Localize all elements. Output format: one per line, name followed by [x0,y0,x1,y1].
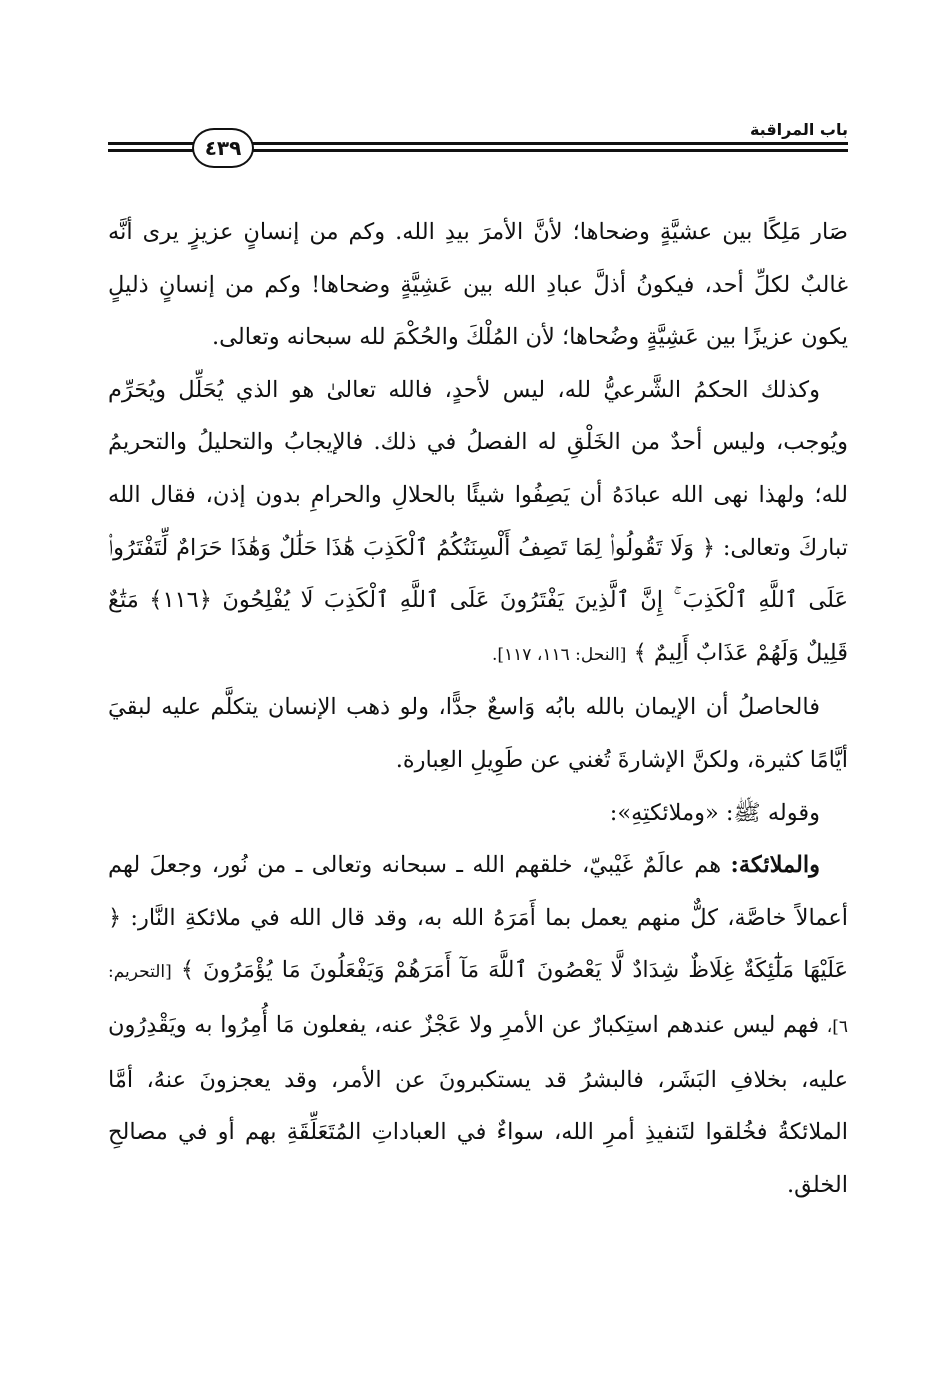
term-heading: والملائكة: [730,852,820,879]
paragraph-text: وكذلك الحكمُ الشَّرعيُّ لله، ليس لأحدٍ، فالله تعالىٰ هو الذي يُحَلِّل ويُحَرِّم ويُوجب، وليس أحدٌ من الخَلْقِ له الفصلُ في ذلك. فالإيجابُ والتحليلُ والتحريمُ لله؛ ولهذا نهى الله عبادَهُ أن يَصِفُوا شيئًا بالحلالِ والحرامِ بدون إذن، فقال الله تباركَ وتعالى: [108,376,849,561]
chapter-title: باب المراقبة [749,120,848,139]
paragraph [108,839,848,1211]
paragraph-text: فهم ليس عندهم استِكبارٌ عن الأمرِ ولا عَجْزٌ عنه، يفعلون مَا أُمِرُوا به ويَقْدِرُون عليه، بخلافِ البَشَر، فالبشرُ قد يستكبرونَ عن الأمر، وقد يعجزونَ عنهُ، أمَّا الملائكةُ فخُلقوا لتَنفيذِ أمرِ الله، سواءٌ في العباداتِ المُتَعَلِّقَةِ بهم أو في مصالحِ الخلق. [108,1011,848,1198]
paragraph: فالحاصلُ أن الإيمان بالله بابُه وَاسعٌ جدًّا، ولو ذهب الإنسان يتكلَّم عليه لبقيَ أيَّامًا كثيرة، ولكنَّ الإشارةَ تُغني عن طَوِيلِ العِبارة. [108,694,848,773]
page-number: ٤٣٩ [192,128,254,168]
paragraph [108,364,848,682]
quran-verse: ﴿ عَلَيْهَا مَلَٰٓئِكَةٌ غِلَاظٌ شِدَادٌ لَّا يَعْصُونَ ٱللَّهَ مَآ أَمَرَهُمْ وَيَفْعَلُونَ مَا يُؤْمَرُونَ ﴾ [108,904,848,984]
body-text [108,206,848,1211]
quran-verse: ﴿ وَلَا تَقُولُوا۟ لِمَا تَصِفُ أَلْسِنَتُكُمُ ٱلْكَذِبَ هَٰذَا حَلَٰلٌ وَهَٰذَا حَرَامٌ لِّتَفْتَرُوا۟ عَلَى ٱللَّهِ ٱلْكَذِبَ ۚ إِنَّ ٱلَّذِينَ يَفْتَرُونَ عَلَى ٱللَّهِ ٱلْكَذِبَ لَا يُفْلِحُونَ ﴿١١٦﴾ مَتَٰعٌ قَلِيلٌ وَلَهُمْ عَذَابٌ أَلِيمٌ ﴾ [108,534,848,666]
paragraph-text: هم عالَمٌ غَيْبيّ، خلقهم الله ـ سبحانه وتعالى ـ من نُور، وجعلَ لهم أعمالاً خاصَّة، كلٌّ منهم يعمل بما أَمَرَهُ الله به، وقد قال الله في ملائكةِ النَّار: [108,852,848,931]
verse-reference: [النحل: ١١٦، ١١٧]. [492,644,627,665]
paragraph: صَار مَلِكًا بين عشيَّةٍ وضحاها؛ لأنَّ الأمرَ بيدِ الله. وكم من إنسانٍ عزيزٍ يرى أنَّه غالبٌ لكلِّ أحد، فيكونُ أذلَّ عبادِ الله بين عَشِيَّةٍ وضحاها! وكم من إنسانٍ ذليلٍ يكون عزيزًا بين عَشِيَّةٍ وضُحاها؛ لأن المُلْكَ والحُكْمَ لله سبحانه وتعالى. [108,219,848,351]
paragraph: وقوله ﷺ: «وملائكتِهِ»: [609,799,820,826]
verse-reference: [التحريم: ٦]، [108,962,848,1037]
